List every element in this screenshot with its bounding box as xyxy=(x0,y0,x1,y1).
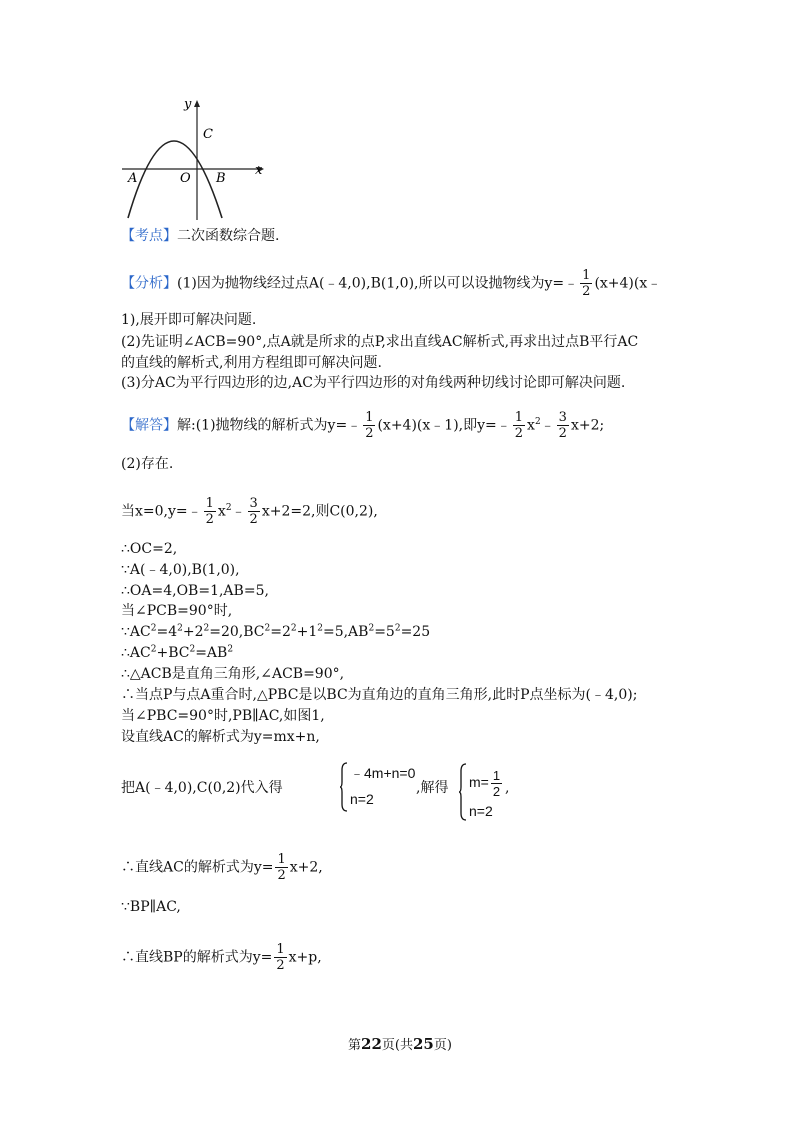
system-brace-2 xyxy=(459,763,467,821)
dang-text-d: x+2=2,则C(0,2), xyxy=(261,503,378,520)
ac-text-b: x+2, xyxy=(289,859,323,876)
superscript: 2 xyxy=(264,623,271,634)
solution-comma: , xyxy=(505,780,510,796)
superscript: 2 xyxy=(189,644,196,655)
superscript: 2 xyxy=(150,644,157,655)
superscript: 2 xyxy=(534,416,541,427)
jieda-text-1b: (x+4)(x﹣1),即y=﹣ xyxy=(377,417,511,434)
frac-num: 3 xyxy=(558,410,567,425)
superscript: 2 xyxy=(177,623,183,634)
sq-d: =20,BC xyxy=(209,624,265,640)
fenxi-text-1a: (1)因为抛物线经过点A(﹣4,0),B(1,0),所以可以设抛物线为y=﹣ xyxy=(177,275,579,292)
label-b: B xyxy=(216,171,226,186)
sq-c: +2 xyxy=(182,624,204,640)
jieda-text-1e: x+2; xyxy=(570,417,605,434)
label-c: C xyxy=(203,127,213,142)
footer-c: 页) xyxy=(433,1038,452,1053)
sum-line xyxy=(121,643,233,663)
superscript: 2 xyxy=(290,623,297,634)
squares-line xyxy=(121,622,430,642)
sq-e: =2 xyxy=(270,624,291,640)
s2-line: (2)存在. xyxy=(121,456,174,472)
superscript: 2 xyxy=(225,502,232,513)
acb-line: ∴△ACB是直角三角形,∠ACB=90°, xyxy=(121,666,345,682)
kaodian-line xyxy=(121,226,279,246)
label-a: A xyxy=(128,171,138,186)
jieda-text-1c: x xyxy=(527,417,535,434)
frac-den: 2 xyxy=(558,426,567,441)
solution-eq-2: n=2 xyxy=(469,803,493,819)
frac-num: 1 xyxy=(205,496,214,511)
frac-num: 1 xyxy=(276,942,285,957)
fenxi-line-1 xyxy=(121,268,661,299)
footer-total-pages: 25 xyxy=(413,1035,434,1053)
footer-page-number: 22 xyxy=(361,1035,382,1053)
bp2-text-b: x+p, xyxy=(288,949,322,966)
superscript: 2 xyxy=(368,623,375,634)
sq-i: =25 xyxy=(400,624,431,640)
frac-num: 1 xyxy=(514,410,524,425)
sum-a: ∴AC xyxy=(121,645,151,661)
bp-line: ∵BP∥AC, xyxy=(121,899,181,915)
frac-den: 2 xyxy=(492,784,501,799)
footer-b: 页(共 xyxy=(381,1038,413,1053)
kaodian-text: 二次函数综合题. xyxy=(177,228,280,244)
oa-line: ∴OA=4,OB=1,AB=5, xyxy=(121,583,269,599)
frac-num: 1 xyxy=(492,768,501,783)
sub-line xyxy=(121,778,283,798)
frac-den: 2 xyxy=(277,868,286,883)
label-x: x xyxy=(255,163,263,178)
fenxi-tag: 【分析】 xyxy=(121,275,177,292)
set-line: 设直线AC的解析式为y=mx+n, xyxy=(121,729,320,745)
sq-h: =5 xyxy=(374,624,395,640)
kaodian-tag: 【考点】 xyxy=(121,228,177,244)
bp2-text-a: ∴直线BP的解析式为y= xyxy=(121,949,273,966)
label-o: O xyxy=(180,171,191,186)
sol1-text: m= xyxy=(469,774,489,791)
sq-b: =4 xyxy=(156,624,178,640)
jieda-tag: 【解答】 xyxy=(121,417,177,434)
frac-num: 1 xyxy=(277,852,286,867)
pcb-line: 当∠PCB=90°时, xyxy=(121,603,233,619)
y-axis-arrow-icon xyxy=(194,100,200,107)
system-brace-1 xyxy=(340,762,348,812)
sq-a: ∵AC xyxy=(121,624,151,640)
sum-b: +BC xyxy=(156,645,190,661)
fenxi-text-1b: (x+4)(x﹣ xyxy=(594,275,662,292)
fraction-half xyxy=(491,768,502,799)
frac-den: 2 xyxy=(205,512,214,527)
frac-den: 2 xyxy=(365,426,374,441)
fenxi-line-2: 1),展开即可解决问题. xyxy=(121,312,257,328)
dang-text-a: 当x=0,y=﹣ xyxy=(121,503,202,520)
jieda-line-1 xyxy=(121,410,604,441)
fenxi-line-4: 的直线的解析式,利用方程组即可解决问题. xyxy=(121,355,382,371)
superscript: 2 xyxy=(227,644,234,655)
fraction-half xyxy=(274,942,286,973)
frac-num: 1 xyxy=(582,268,591,283)
parabola-graph xyxy=(118,94,268,224)
frac-den: 2 xyxy=(514,426,524,441)
jieda-text-1d: ﹣ xyxy=(540,417,555,434)
frac-num: 3 xyxy=(249,496,258,511)
superscript: 2 xyxy=(394,623,401,634)
sum-c: =AB xyxy=(195,645,228,661)
fraction-half xyxy=(275,852,287,883)
jieda-text-1a: 解:(1)抛物线的解析式为y=﹣ xyxy=(177,417,362,434)
frac-den: 2 xyxy=(249,512,258,527)
system-eq-2: n=2 xyxy=(350,791,374,807)
oc-line: ∴OC=2, xyxy=(121,541,178,557)
sq-f: +1 xyxy=(296,624,318,640)
solution-eq-1 xyxy=(469,768,504,799)
bp2-line xyxy=(121,942,322,973)
fenxi-line-5: (3)分AC为平行四边形的边,AC为平行四边形的对角线两种切线讨论即可解决问题. xyxy=(121,375,626,391)
page-footer xyxy=(0,1034,800,1053)
ac-text-a: ∴直线AC的解析式为y= xyxy=(121,859,274,876)
fraction-three-halves xyxy=(557,410,569,441)
dang-text-b: x xyxy=(217,503,226,520)
fraction-half xyxy=(580,268,592,299)
fraction-half xyxy=(363,410,375,441)
p-line: ∴当点P与点A重合时,△PBC是以BC为直角边的直角三角形,此时P点坐标为(﹣4,0); xyxy=(121,687,638,703)
fenxi-line-3: (2)先证明∠ACB=90°,点A就是所求的点P,求出直线AC解析式,再求出过点B平行AC xyxy=(121,334,639,350)
frac-den: 2 xyxy=(276,958,285,973)
dang-text-c: ﹣ xyxy=(231,503,246,520)
dang-line xyxy=(121,496,378,527)
sub-text-a: 把A(﹣4,0),C(0,2)代入得 xyxy=(121,780,283,796)
ac-line xyxy=(121,852,323,883)
frac-den: 2 xyxy=(582,284,591,299)
parabola-curve xyxy=(128,141,222,218)
sub-line-b: ,解得 xyxy=(416,780,449,796)
superscript: 2 xyxy=(203,623,210,634)
superscript: 2 xyxy=(317,623,323,634)
pbc-line: 当∠PBC=90°时,PB∥AC,如图1, xyxy=(121,708,325,724)
system-eq-1: ﹣4m+n=0 xyxy=(350,765,416,781)
label-y: y xyxy=(184,97,192,112)
footer-a: 第 xyxy=(348,1038,362,1053)
frac-num: 1 xyxy=(365,410,374,425)
fraction-half xyxy=(204,496,216,527)
fraction-half xyxy=(513,410,525,441)
superscript: 2 xyxy=(150,623,157,634)
ab-coords-line: ∵A(﹣4,0),B(1,0), xyxy=(121,562,240,578)
fraction-three-halves xyxy=(248,496,260,527)
sq-g: =5,AB xyxy=(322,624,369,640)
